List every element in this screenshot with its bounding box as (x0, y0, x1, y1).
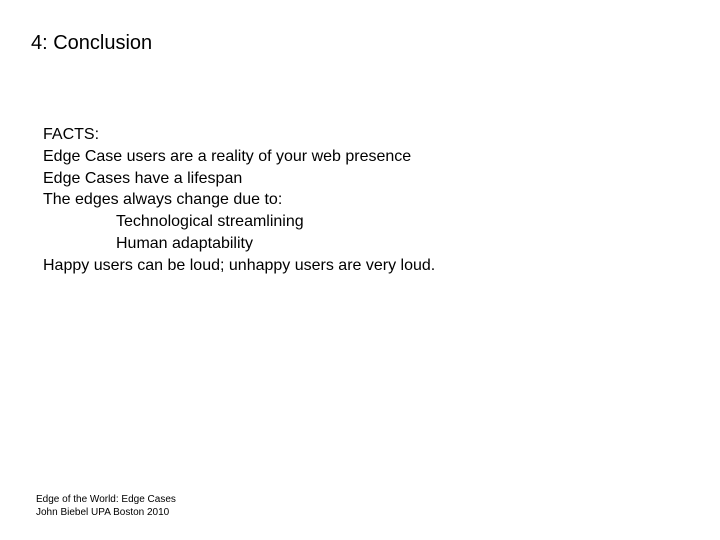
slide-title: 4: Conclusion (31, 32, 153, 54)
footer-line: John Biebel UPA Boston 2010 (36, 507, 170, 518)
slide-footer (36, 493, 176, 519)
fact-line: Edge Case users are a reality of your web presence (43, 147, 412, 165)
fact-line: The edges always change due to: (43, 191, 283, 209)
facts-heading: FACTS: (43, 126, 100, 143)
fact-line: Happy users can be loud; unhappy users are very loud. (43, 256, 436, 274)
slide-body (43, 124, 435, 277)
fact-line: Edge Cases have a lifespan (43, 169, 243, 187)
footer-line: Edge of the World: Edge Cases (36, 494, 176, 505)
fact-subline: Technological streamlining (116, 213, 304, 231)
fact-subline: Human adaptability (116, 234, 253, 252)
